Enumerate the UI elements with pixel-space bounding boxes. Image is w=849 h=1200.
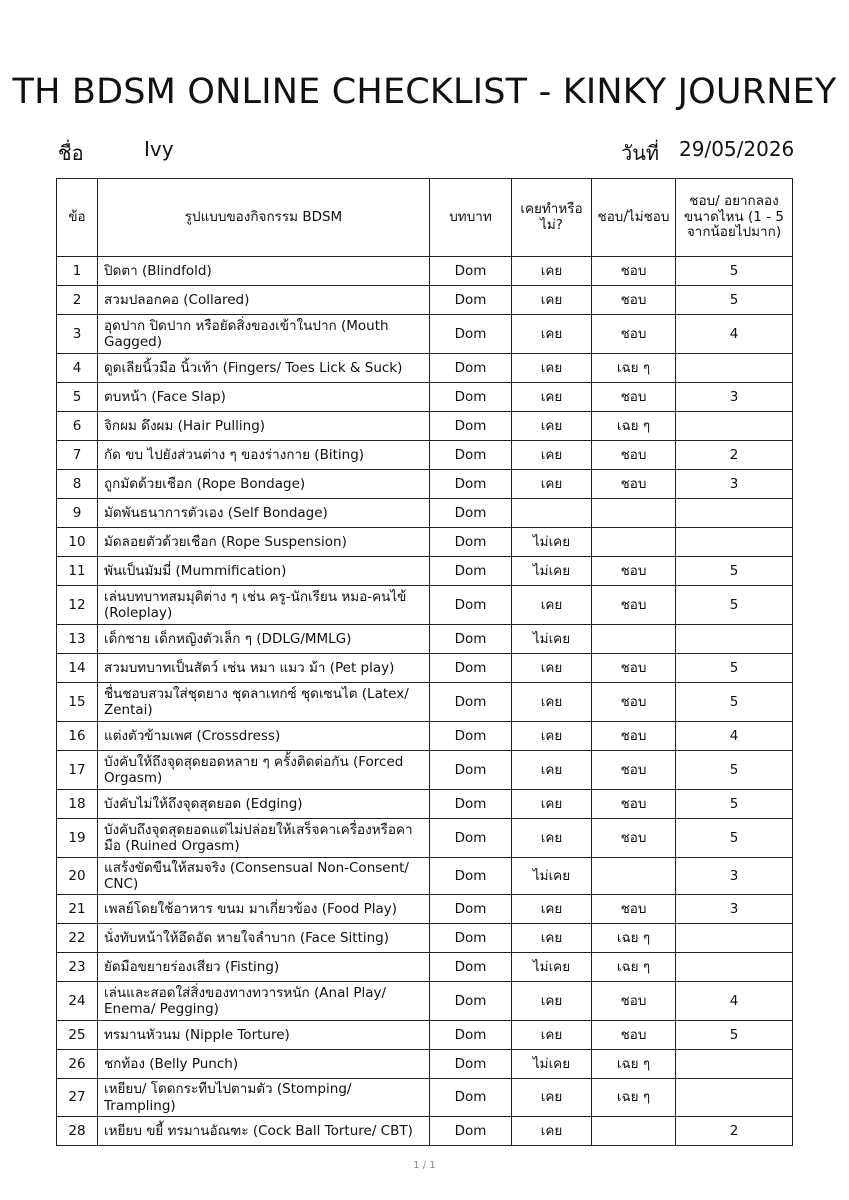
cell-activity: เพลย์โดยใช้อาหาร ขนม มาเกี่ยวข้อง (Food Play) [98,895,430,924]
cell-no: 25 [57,1021,98,1050]
cell-activity: ปิดตา (Blindfold) [98,257,430,286]
cell-role: Dom [430,286,512,315]
cell-rating: 4 [676,982,793,1021]
cell-like: ชอบ [592,683,676,722]
table-row [57,383,793,412]
cell-activity: แสร้งขัดขืนให้สมจริง (Consensual Non-Consent/ CNC) [98,858,430,895]
cell-rating [676,1050,793,1079]
cell-no: 7 [57,441,98,470]
name-label: ชื่อ [58,141,84,165]
cell-role: Dom [430,1079,512,1116]
cell-done: เคย [512,286,592,315]
table-row [57,557,793,586]
cell-rating: 5 [676,286,793,315]
cell-role: Dom [430,790,512,819]
cell-rating: 3 [676,383,793,412]
cell-like: เฉย ๆ [592,924,676,953]
cell-rating [676,924,793,953]
cell-no: 28 [57,1116,98,1145]
table-row [57,982,793,1021]
cell-no: 24 [57,982,98,1021]
cell-role: Dom [430,1021,512,1050]
cell-done: เคย [512,1116,592,1145]
cell-done: เคย [512,924,592,953]
cell-role: Dom [430,354,512,383]
cell-no: 18 [57,790,98,819]
cell-role: Dom [430,586,512,625]
cell-role: Dom [430,982,512,1021]
table-row [57,354,793,383]
cell-done: เคย [512,412,592,441]
table-row [57,751,793,790]
cell-rating [676,412,793,441]
cell-rating: 4 [676,722,793,751]
cell-activity: ตบหน้า (Face Slap) [98,383,430,412]
cell-done: เคย [512,586,592,625]
cell-done: เคย [512,441,592,470]
cell-done: เคย [512,722,592,751]
cell-no: 8 [57,470,98,499]
cell-done: เคย [512,751,592,790]
cell-no: 17 [57,751,98,790]
cell-activity: เล่นบทบาทสมมุติต่าง ๆ เช่น ครู-นักเรียน หมอ-คนไข้ (Roleplay) [98,586,430,625]
cell-like: ชอบ [592,286,676,315]
cell-rating [676,528,793,557]
cell-no: 23 [57,953,98,982]
cell-like: ชอบ [592,257,676,286]
cell-like [592,528,676,557]
cell-done: เคย [512,683,592,722]
cell-no: 13 [57,625,98,654]
cell-rating: 5 [676,790,793,819]
cell-activity: เล่นและสอดใส่สิ่งของทางทวารหนัก (Anal Play/ Enema/ Pegging) [98,982,430,1021]
cell-role: Dom [430,383,512,412]
cell-done: ไม่เคย [512,953,592,982]
cell-like: ชอบ [592,895,676,924]
cell-activity: เหยียบ/ โดดกระทืบไปตามตัว (Stomping/ Trampling) [98,1079,430,1116]
cell-done: เคย [512,895,592,924]
cell-no: 9 [57,499,98,528]
cell-role: Dom [430,1116,512,1145]
table-row [57,953,793,982]
cell-rating: 5 [676,751,793,790]
cell-no: 12 [57,586,98,625]
cell-like: ชอบ [592,315,676,354]
cell-activity: พันเป็นมัมมี่ (Mummification) [98,557,430,586]
table-row [57,858,793,895]
cell-like: ชอบ [592,470,676,499]
cell-role: Dom [430,751,512,790]
header-like: ชอบ/ไม่ชอบ [592,179,676,257]
cell-done: เคย [512,470,592,499]
cell-done: เคย [512,257,592,286]
cell-activity: ทรมานหัวนม (Nipple Torture) [98,1021,430,1050]
cell-rating [676,625,793,654]
cell-no: 19 [57,819,98,858]
cell-rating: 5 [676,819,793,858]
table-row [57,924,793,953]
cell-role: Dom [430,722,512,751]
header-rating: ชอบ/ อยากลองขนาดไหน (1 - 5 จากน้อยไปมาก) [676,179,793,257]
table-row [57,470,793,499]
cell-role: Dom [430,412,512,441]
table-row [57,257,793,286]
cell-no: 26 [57,1050,98,1079]
cell-like: ชอบ [592,383,676,412]
cell-rating [676,1079,793,1116]
cell-no: 10 [57,528,98,557]
cell-like [592,625,676,654]
cell-activity: มัดพันธนาการตัวเอง (Self Bondage) [98,499,430,528]
cell-activity: ชกท้อง (Belly Punch) [98,1050,430,1079]
cell-rating: 5 [676,683,793,722]
cell-activity: สวมบทบาทเป็นสัตว์ เช่น หมา แมว ม้า (Pet play) [98,654,430,683]
cell-like: ชอบ [592,557,676,586]
cell-done: เคย [512,982,592,1021]
cell-like: เฉย ๆ [592,354,676,383]
cell-no: 16 [57,722,98,751]
cell-role: Dom [430,257,512,286]
cell-done: เคย [512,790,592,819]
cell-activity: ดูดเลียนิ้วมือ นิ้วเท้า (Fingers/ Toes Lick & Suck) [98,354,430,383]
table-body [57,257,793,1146]
cell-no: 27 [57,1079,98,1116]
cell-rating: 3 [676,895,793,924]
cell-like: ชอบ [592,1021,676,1050]
cell-activity: จิกผม ดึงผม (Hair Pulling) [98,412,430,441]
table-row [57,412,793,441]
cell-like: ชอบ [592,982,676,1021]
cell-role: Dom [430,819,512,858]
cell-rating: 4 [676,315,793,354]
cell-like: ชอบ [592,441,676,470]
cell-rating: 3 [676,470,793,499]
cell-activity: กัด ขบ ไปยังส่วนต่าง ๆ ของร่างกาย (Biting) [98,441,430,470]
page-title: TH BDSM ONLINE CHECKLIST - KINKY JOURNEY [12,72,837,112]
cell-done: ไม่เคย [512,625,592,654]
cell-role: Dom [430,528,512,557]
header-no: ข้อ [57,179,98,257]
name-value: Ivy [144,137,174,161]
cell-role: Dom [430,654,512,683]
table-row [57,625,793,654]
cell-like [592,858,676,895]
cell-like [592,1116,676,1145]
table-row [57,895,793,924]
cell-no: 22 [57,924,98,953]
cell-done: ไม่เคย [512,528,592,557]
cell-like: ชอบ [592,819,676,858]
cell-activity: ชื่นชอบสวมใส่ชุดยาง ชุดลาเทกซ์ ชุดเซนไต (Latex/ Zentai) [98,683,430,722]
table-row [57,499,793,528]
cell-no: 20 [57,858,98,895]
cell-done: ไม่เคย [512,557,592,586]
cell-no: 3 [57,315,98,354]
cell-rating: 5 [676,1021,793,1050]
cell-rating: 5 [676,557,793,586]
cell-done: เคย [512,1079,592,1116]
cell-role: Dom [430,953,512,982]
table-row [57,1079,793,1116]
header-role: บทบาท [430,179,512,257]
cell-done: เคย [512,315,592,354]
cell-activity: ถูกมัดด้วยเชือก (Rope Bondage) [98,470,430,499]
table-row [57,441,793,470]
cell-rating: 5 [676,654,793,683]
cell-activity: มัดลอยตัวด้วยเชือก (Rope Suspension) [98,528,430,557]
cell-no: 6 [57,412,98,441]
cell-like: เฉย ๆ [592,412,676,441]
table-row [57,1021,793,1050]
cell-no: 21 [57,895,98,924]
cell-activity: บังคับถึงจุดสุดยอดแต่ไม่ปล่อยให้เสร็จคาเครื่องหรือคามือ (Ruined Orgasm) [98,819,430,858]
cell-activity: เด็กชาย เด็กหญิงตัวเล็ก ๆ (DDLG/MMLG) [98,625,430,654]
table-row [57,528,793,557]
table-row [57,586,793,625]
cell-no: 4 [57,354,98,383]
cell-rating: 5 [676,586,793,625]
cell-no: 5 [57,383,98,412]
checklist-table [56,178,793,1146]
cell-activity: แต่งตัวข้ามเพศ (Crossdress) [98,722,430,751]
cell-role: Dom [430,499,512,528]
header-done: เคยทำหรือไม่? [512,179,592,257]
cell-activity: บังคับให้ถึงจุดสุดยอดหลาย ๆ ครั้งติดต่อกัน (Forced Orgasm) [98,751,430,790]
cell-like: ชอบ [592,722,676,751]
cell-like: เฉย ๆ [592,1050,676,1079]
cell-role: Dom [430,924,512,953]
cell-no: 11 [57,557,98,586]
table-row [57,1116,793,1145]
cell-like [592,499,676,528]
cell-done: เคย [512,383,592,412]
date-value: 29/05/2026 [679,137,795,161]
cell-rating [676,354,793,383]
cell-rating: 2 [676,441,793,470]
cell-role: Dom [430,625,512,654]
cell-like: ชอบ [592,790,676,819]
cell-like: ชอบ [592,586,676,625]
cell-no: 1 [57,257,98,286]
table-row [57,722,793,751]
cell-rating: 2 [676,1116,793,1145]
table-row [57,1050,793,1079]
table-row [57,819,793,858]
cell-role: Dom [430,1050,512,1079]
table-row [57,315,793,354]
table-row [57,790,793,819]
cell-done: เคย [512,1021,592,1050]
cell-role: Dom [430,470,512,499]
cell-no: 15 [57,683,98,722]
cell-activity: สวมปลอกคอ (Collared) [98,286,430,315]
cell-done: เคย [512,354,592,383]
cell-activity: อุดปาก ปิดปาก หรือยัดสิ่งของเข้าในปาก (Mouth Gagged) [98,315,430,354]
cell-rating [676,499,793,528]
cell-rating [676,953,793,982]
cell-activity: ยัดมือขยายร่องเสียว (Fisting) [98,953,430,982]
cell-done: เคย [512,654,592,683]
cell-done: ไม่เคย [512,858,592,895]
cell-activity: บังคับไม่ให้ถึงจุดสุดยอด (Edging) [98,790,430,819]
cell-like: เฉย ๆ [592,953,676,982]
table-row [57,683,793,722]
date-label: วันที่ [621,141,660,165]
cell-like: ชอบ [592,751,676,790]
cell-role: Dom [430,858,512,895]
cell-done: เคย [512,819,592,858]
cell-like: ชอบ [592,654,676,683]
cell-role: Dom [430,683,512,722]
cell-role: Dom [430,315,512,354]
cell-role: Dom [430,557,512,586]
cell-no: 14 [57,654,98,683]
cell-role: Dom [430,441,512,470]
table-row [57,654,793,683]
cell-done [512,499,592,528]
cell-activity: นั่งทับหน้าให้อึดอัด หายใจลำบาก (Face Sitting) [98,924,430,953]
cell-activity: เหยียบ ขยี้ ทรมานอัณฑะ (Cock Ball Torture/ CBT) [98,1116,430,1145]
cell-like: เฉย ๆ [592,1079,676,1116]
cell-no: 2 [57,286,98,315]
page-number: 1 / 1 [413,1160,436,1171]
table-header-row [57,179,793,257]
header-activity: รูปแบบของกิจกรรม BDSM [98,179,430,257]
cell-role: Dom [430,895,512,924]
cell-rating: 3 [676,858,793,895]
table-row [57,286,793,315]
cell-rating: 5 [676,257,793,286]
cell-done: ไม่เคย [512,1050,592,1079]
